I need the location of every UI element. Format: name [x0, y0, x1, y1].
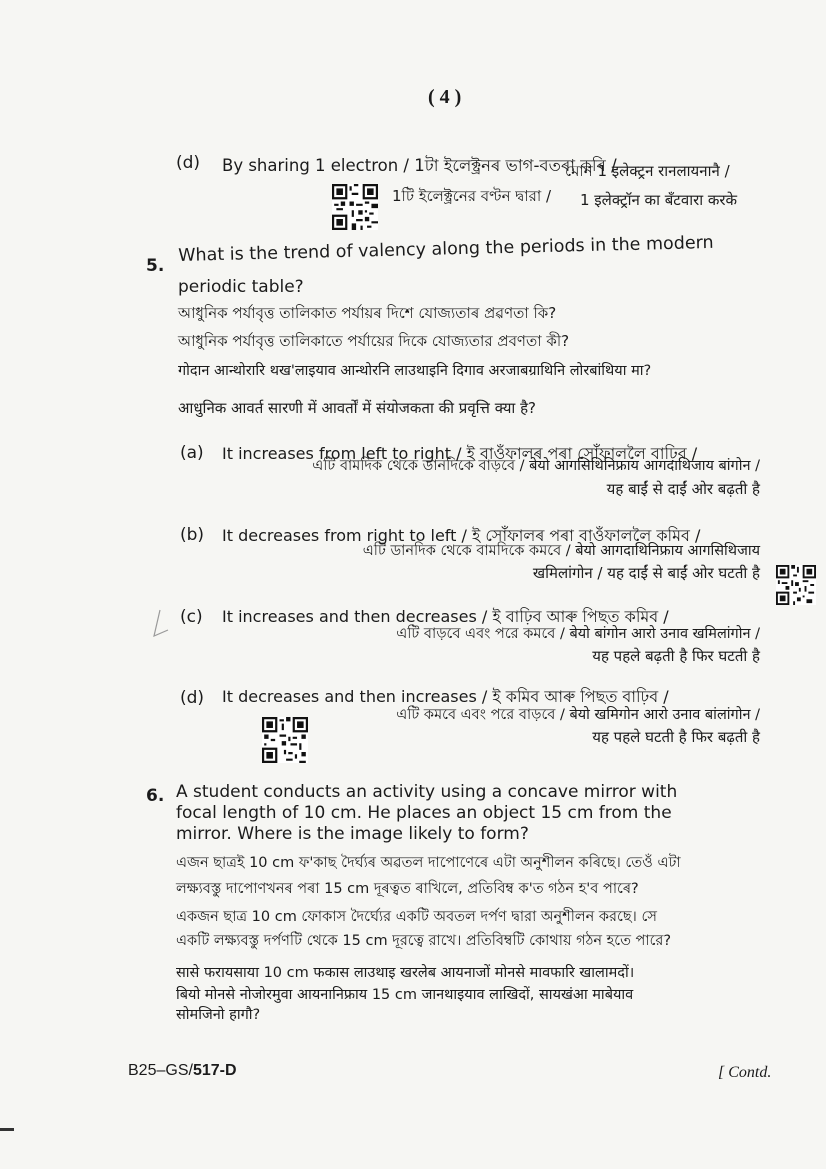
question-6-number: 6.	[146, 786, 165, 806]
q4-option-d-label: (d)	[176, 153, 201, 173]
question-5-bodo: गोदान आन्थोरारि थख'लाइयाव आन्थोरनि लाउथाइनि दिगाव अरजाबग्राथिनि लोरबांथिया मा?	[178, 363, 652, 379]
q4-option-d-bengali: 1টি ইলেক্ট্রনের বণ্টন দ্বারা /	[392, 187, 551, 205]
paper-code	[128, 1062, 237, 1080]
q5-option-c-line1: It increases and then decreases / ই বাঢ়িব আৰু পিছত কমিব /	[222, 607, 669, 626]
question-6-bengali-line1: একজন ছাত্র 10 cm ফোকাস দৈর্ঘ্যের একটি অবতল দর্পণ দ্বারা অনুশীলন করছে। সে	[176, 909, 657, 925]
question-5-english-line2: periodic table?	[178, 277, 304, 297]
q4-option-d-text: By sharing 1 electron / 1টা ইলেক্ট্ৰনৰ ভাগ-বতৰা কৰি /	[222, 156, 617, 175]
question-6-bodo-line1: सासे फरायसाया 10 cm फकास लाउथाइ खरलेब आयनाजों मोनसे मावफारि खालामदों।	[176, 965, 635, 981]
continued-note: [ Contd.	[718, 1064, 772, 1081]
q5-option-b-line3: खमिलांगोन / यह दाईं से बाईं ओर घटती है	[532, 564, 760, 582]
question-6-english-line1: A student conducts an activity using a concave mirror with	[176, 782, 678, 802]
q4-option-d-hindi: 1 इलेक्ट्रॉन का बँटवारा करके	[580, 191, 738, 209]
paper-code-bold: 517-D	[192, 1062, 237, 1079]
qr-code-icon	[262, 717, 308, 763]
q5-option-d-line3: यह पहले घटती है फिर बढ़ती है	[592, 728, 760, 746]
question-6-bodo-line3: सोमजिनो हागौ?	[176, 1007, 261, 1023]
q5-option-a-line2: এটি বামদিক থেকে ডানদিকে বাড়বে / बेयो आगसिथिनिफ्राय आगदाथिजाय बांगोन /	[312, 458, 760, 474]
question-6-assamese-line2: লক্ষ্যবস্তু দাপোণখনৰ পৰা 15 cm দূৰত্বত ৰাখিলে, প্ৰতিবিম্ব ক'ত গঠন হ'ব পাৰে?	[176, 881, 639, 897]
qr-code-icon	[332, 184, 378, 230]
q4-option-d-bodo: মোন 1 इलेक्ट्रन रानलायनानै /	[565, 162, 730, 180]
question-5-bengali: আধুনিক পর্যাবৃত্ত তালিকাতে পর্যায়ের দিকে যোজ্যতার প্রবণতা কী?	[178, 332, 570, 350]
q5-option-b-line2: এটি ডানদিক থেকে বামদিকে কমবে / बेयो आगदाथिनिफ्राय आगसिथिजाय	[362, 543, 760, 559]
handwritten-tick-mark	[148, 608, 170, 638]
q5-option-c-line2: এটি বাড়বে এবং পরে কমবে / बेयो बांगोन आरो उनाव खमिलांगोन /	[396, 626, 760, 642]
question-6-bengali-line2: একটি লক্ষ্যবস্তু দর্পণটি থেকে 15 cm দূরত্বে রাখে। প্রতিবিম্বটি কোথায় গঠন হতে পারে?	[176, 933, 672, 949]
page-number: ( 4 )	[428, 86, 462, 108]
question-5-english-line1: What is the trend of valency along the periods in the modern	[178, 232, 714, 266]
q5-option-c-line3: यह पहले बढ़ती है फिर घटती है	[592, 647, 760, 665]
question-5-number: 5.	[146, 256, 165, 276]
q5-option-d-label: (d)	[180, 688, 205, 708]
question-5-assamese: আধুনিক পৰ্যাবৃত্ত তালিকাত পৰ্যায়ৰ দিশে যোজ্যতাৰ প্ৰৱণতা কি?	[178, 304, 557, 322]
question-6-english-line3: mirror. Where is the image likely to form?	[176, 824, 529, 844]
q5-option-a-line1: It increases from left to right / ই বাওঁফালৰ পৰা সোঁফাললৈ বাঢ়িব /	[222, 444, 698, 463]
question-6-assamese-line1: এজন ছাত্ৰই 10 cm ফ'কাছ দৈৰ্ঘ্যৰ অৱতল দাপোণেৰে এটা অনুশীলন কৰিছে। তেওঁ এটা	[176, 855, 681, 871]
q5-option-d-line1: It decreases and then increases / ই কমিব আৰু পিছত বাঢ়িব /	[222, 687, 669, 706]
question-6-english-line2: focal length of 10 cm. He places an object 15 cm from the	[176, 803, 672, 823]
q5-option-a-label: (a)	[180, 443, 204, 463]
qr-code-icon	[776, 565, 816, 605]
question-5-hindi: आधुनिक आवर्त सारणी में आवर्तों में संयोजकता की प्रवृत्ति क्या है?	[178, 399, 536, 417]
question-6-bodo-line2: बियो मोनसे नोजोरमुवा आयनानिफ्राय 15 cm जानथाइयाव लाखिदों, सायखंआ माबेयाव	[176, 987, 634, 1003]
q5-option-d-line2: এটি কমবে এবং পরে বাড়বে / बेयो खमिगोन आरो उनाव बांलांगोन /	[396, 707, 760, 723]
q5-option-b-line1: It decreases from right to left / ই সোঁফালৰ পৰা বাওঁফাললৈ কমিব /	[222, 526, 701, 545]
q5-option-a-line3: यह बाईं से दाईं ओर बढ़ती है	[606, 480, 760, 498]
edge-mark	[0, 1128, 14, 1131]
paper-code-prefix: B25–GS/	[128, 1062, 193, 1079]
q5-option-b-label: (b)	[180, 525, 205, 545]
q5-option-c-label: (c)	[180, 607, 203, 627]
